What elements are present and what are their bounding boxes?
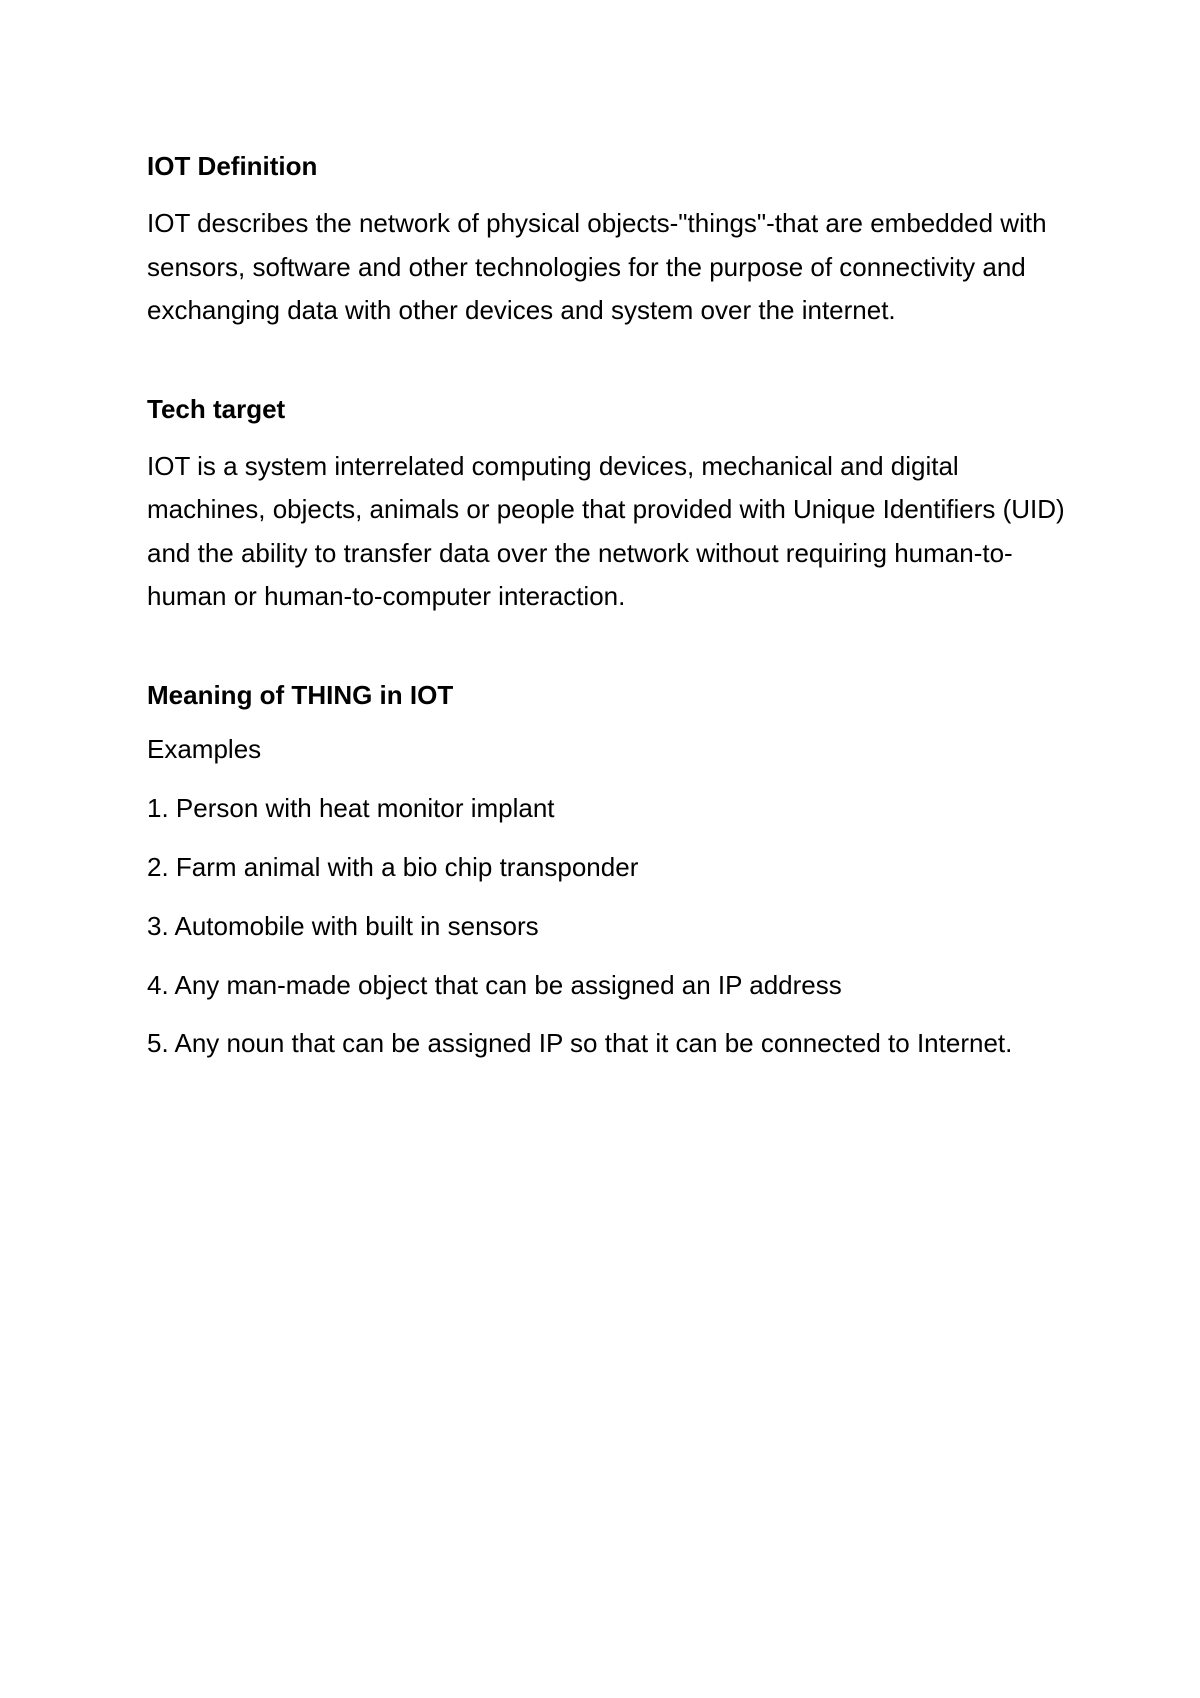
list-item: 3. Automobile with built in sensors [147, 910, 539, 941]
document-content [147, 148, 1067, 1088]
list-item: 5. Any noun that can be assigned IP so that it can be connected to Internet. [147, 1027, 1013, 1058]
section-iot-definition [147, 148, 1067, 333]
examples-list [147, 790, 1067, 1066]
list-item: 1. Person with heat monitor implant [147, 792, 555, 823]
section-meaning-of-thing [147, 677, 1067, 1066]
list-item: 2. Farm animal with a bio chip transponder [147, 851, 639, 882]
section-paragraph: IOT is a system interrelated computing devices, mechanical and digital machines, objects, animals or people that provided with Unique Identifiers (UID) and the ability to transfer data over the network without requiring human-to-human or human-to-computer interaction. [147, 450, 1065, 611]
section-tech-target [147, 391, 1067, 619]
examples-label: Examples [147, 733, 262, 764]
section-paragraph: IOT describes the network of physical objects-"things"-that are embedded with sensors, software and other technologies for the purpose of connectivity and exchanging data with other devices and system over the internet. [147, 208, 1047, 325]
section-heading: IOT Definition [147, 151, 318, 181]
list-item: 4. Any man-made object that can be assigned an IP address [147, 969, 842, 1000]
section-heading: Tech target [147, 393, 286, 424]
section-heading: Meaning of THING in IOT [147, 679, 454, 710]
